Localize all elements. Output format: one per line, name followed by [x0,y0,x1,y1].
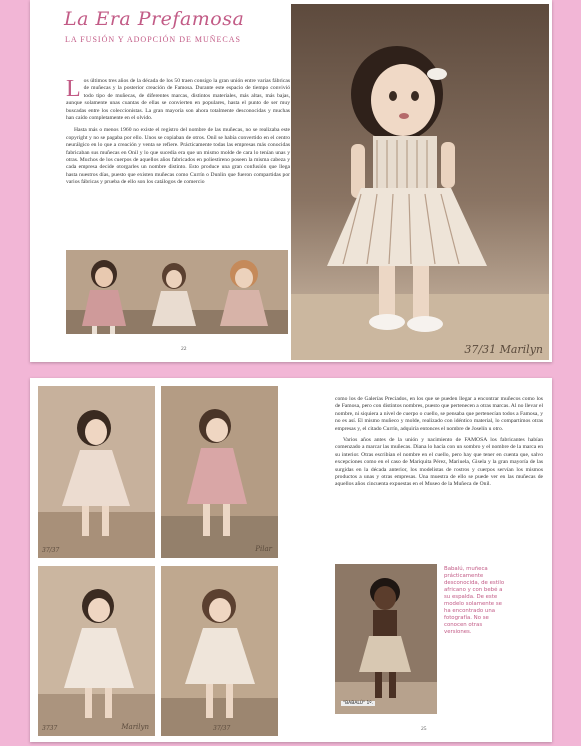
intro-text [66,78,290,187]
three-dolls-photo [66,250,288,334]
paragraph-2: Hasta más o menos 1960 no existe el registro del nombre de las muñecas, no se realizaba este copyright y no se pagaba por ello. Unos se copiaban de otros. Onil se había convertido en el centro neurálgico en lo que a creación y venta se refiere. Prácticamente todas las empresas más conocidas fabricaban sus muñecas en Onil y lo que sucedía era que un mismo molde de cara lo tenían unas y otras. Muchos de los cuerpos de aquellos años fabricados en poliestireno poseen la misma cabeza y cada empresa decide otorgarles un nombre distinto. Esto produce una gran confusión que llega hasta nuestros días, puesto que existen muñecas como Currín o Dunlin que fueron compartidas por varios fábricas y prueba de ello son los catálogos de comercio [66,127,290,186]
paragraph-3: como los de Galerías Preciados, en los que se pueden llegar a encontrar muñecos como los de Famosa, pero con distintos nombres, puesto que pertenecen a otras marcas. Al no llevar el nombre, ni siquiera a nivel de cuerpo o cuello, se pensaba que pertenecían todos a Famosa, y no es así. El mismo muñeco y molde, realizado con idéntico material, lo compartimos otras empresas y, el citado Currín, adquiría entonces el nombre de Joselín u otro. [335,396,543,432]
paragraph-4: Varios años antes de la unión y nacimiento de FAMOSA los fabricantes habían comenzado a marcar las muñecas. Diana lo hacía con un sombro y el nombre de la marca en su interior. Otras escribían el nombre en el cuello, pero hay que tener en cuenta que, salvo excepciones como en el caso de Mariquita Pérez, Mariuela, Gisela y la gran mayoría de las surgidas en la década anterior, los modelistas de rostros y cuerpos servían los mismos productos a unas y otras empresas. Una muestra de ello se puede ver en las muñecas de aquellos años cincuenta expuestas en el Museo de la Muñeca de Onil. [335,437,543,488]
photo-1-signature: 37/37 [42,547,60,554]
doll-photo-3 [38,566,155,736]
page-title: La Era Prefamosa [64,8,245,30]
babalu-doll-photo [335,564,437,714]
page-number-left: 22 [181,346,187,352]
babalu-caption: Babalú, muñeca prácticamente desconocida, de estilo africano y con bebé a su espalda. De este modelo solamente se ha encontrado una fotografía. No se conocen otras versiones. [444,566,505,635]
doll-photo-2 [161,386,278,558]
bottom-spread [30,378,552,742]
photo-3-signature: 3737 [42,725,58,732]
photo-3-signature-name: Marilyn [121,723,149,731]
body-text-right [335,396,543,489]
top-spread [30,0,552,362]
dropcap: L [66,76,81,102]
photo-4-signature: 37/37 [213,725,231,732]
page-subtitle: LA FUSIÓN Y ADOPCIÓN DE MUÑECAS [65,35,241,44]
doll-photo-1 [38,386,155,558]
page-number-right: 25 [421,726,427,732]
babalu-tag: "BABALÚ" 1º. [343,701,373,706]
photo-2-signature: Pilar [255,545,272,553]
photo-signature: 37/31 Marilyn [464,343,543,356]
marilyn-doll-photo [291,4,549,360]
doll-photo-4 [161,566,278,736]
paragraph-1: os últimos tres años de la década de los 50 traen consigo la gran unión entre varias fábricas de muñecas y la posterior creación de Famosa. Durante este espacio de tiempo convivió todo tipo de muñecas, de diferentes marcas, distintos materiales, más altas, más bajas, aunque solamente unas cuantas de ellas se convierten en populares, hasta el punto de ser muy buscadas entre los coleccionistas. La gran mayoría son ahora totalmente desconocidas y muchas han caído completamente en el olvido. [66,78,290,122]
